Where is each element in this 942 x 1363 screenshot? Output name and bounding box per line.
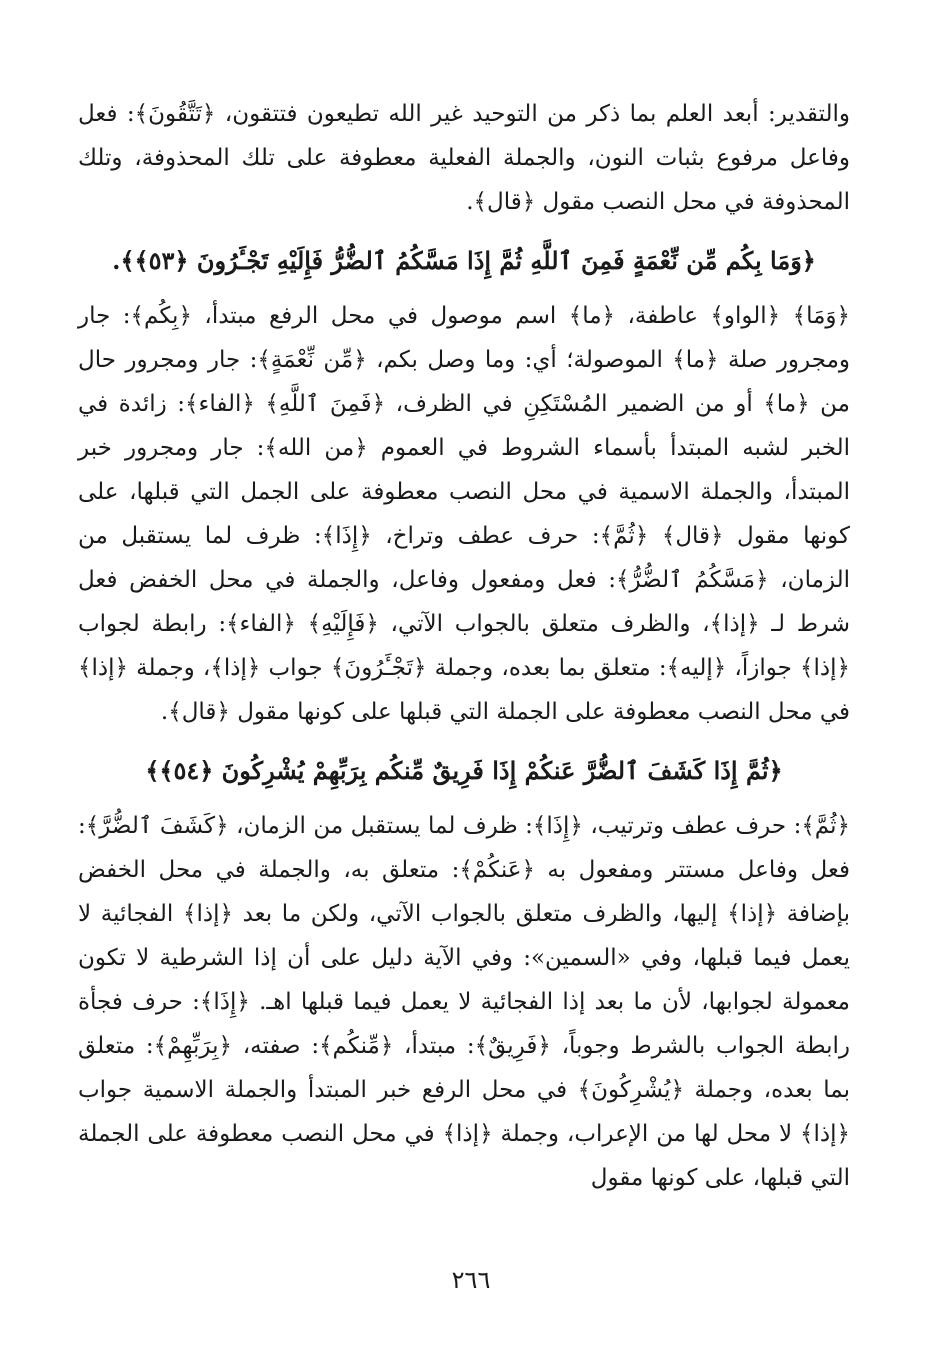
paragraph-intro: والتقدير: أبعد العلم بما ذكر من التوحيد غير الله تطيعون فتتقون، ﴿تَتَّقُونَ﴾: فعل وفاعل مرفوع بثبات النون، والجملة الفعلية معطوفة على تلك المحذوفة، وتلك المحذوفة في محل النصب مقول ﴿قال﴾. bbox=[78, 101, 850, 215]
paragraph-verse-53-parsing: ﴿وَمَا﴾ ﴿الواو﴾ عاطفة، ﴿ما﴾ اسم موصول في محل الرفع مبتدأ، ﴿بِكُم﴾: جار ومجرور صلة ﴿ما﴾ الموصولة؛ أي: وما وصل بكم، ﴿مِّن نِّعْمَةٍ﴾: جار ومجرور حال من ﴿ما﴾ أو من الضمير المُسْتَكِنِ في الظرف، ﴿فَمِنَ ٱللَّهِ﴾ ﴿الفاء﴾: زائدة في الخبر لشبه المبتدأ بأسماء الشروط في العموم ﴿من الله﴾: جار ومجرور خبر المبتدأ، والجملة الاسمية في محل النصب معطوفة على الجمل التي قبلها، على كونها مقول ﴿قال﴾ ﴿ثُمَّ﴾: حرف عطف وتراخ، ﴿إِذَا﴾: ظرف لما يستقبل من الزمان، ﴿مَسَّكُمُ ٱلضُّرُّ﴾: فعل ومفعول وفاعل، والجملة في محل الخفض فعل شرط لـ ﴿إذا﴾، والظرف متعلق بالجواب الآتي، ﴿فَإِلَيْهِ﴾ ﴿الفاء﴾: رابطة لجواب ﴿إذا﴾ جوازاً، ﴿إليه﴾: متعلق بما بعده، وجملة ﴿تَجْـَٔرُونَ﴾ جواب ﴿إذا﴾، وجملة ﴿إذا﴾ في محل النصب معطوفة على الجملة التي قبلها على كونها مقول ﴿قال﴾. bbox=[78, 303, 850, 725]
page-body bbox=[78, 92, 850, 1200]
quran-verse-54: ﴿ثُمَّ إِذَا كَشَفَ ٱلضُّرَّ عَنكُمْ إِذَا فَرِيقٌ مِّنكُم بِرَبِّهِمْ يُشْرِكُونَ ﴿٥٤﴾﴾ bbox=[145, 756, 783, 785]
paragraph-verse-54-parsing: ﴿ثُمَّ﴾: حرف عطف وترتيب، ﴿إِذَا﴾: ظرف لما يستقبل من الزمان، ﴿كَشَفَ ٱلضُّرَّ﴾: فعل وفاعل مستتر ومفعول به ﴿عَنكُمْ﴾: متعلق به، والجملة في محل الخفض بإضافة ﴿إذا﴾ إليها، والظرف متعلق بالجواب الآتي، ولكن ما بعد ﴿إذا﴾ الفجائية لا يعمل فيما قبلها، وفي «السمين»: وفي الآية دليل على أن إذا الشرطية لا تكون معمولة لجوابها، لأن ما بعد إذا الفجائية لا يعمل فيما قبلها اهـ. ﴿إِذَا﴾: حرف فجأة رابطة الجواب بالشرط وجوباً، ﴿فَرِيقٌ﴾: مبتدأ، ﴿مِّنكُم﴾: صفته، ﴿بِرَبِّهِمْ﴾: متعلق بما بعده، وجملة ﴿يُشْرِكُونَ﴾ في محل الرفع خبر المبتدأ والجملة الاسمية جواب ﴿إذا﴾ لا محل لها من الإعراب، وجملة ﴿إذا﴾ في محل النصب معطوفة على الجملة التي قبلها، على كونها مقول bbox=[78, 813, 850, 1191]
quran-verse-53: ﴿وَمَا بِكُم مِّن نِّعْمَةٍ فَمِنَ ٱللَّهِ ثُمَّ إِذَا مَسَّكُمُ ٱلضُّرُّ فَإِلَيْهِ تَجْـَٔرُونَ ﴿٥٣﴾﴾. bbox=[112, 246, 816, 275]
page-number: ٢٦٦ bbox=[451, 1266, 491, 1294]
